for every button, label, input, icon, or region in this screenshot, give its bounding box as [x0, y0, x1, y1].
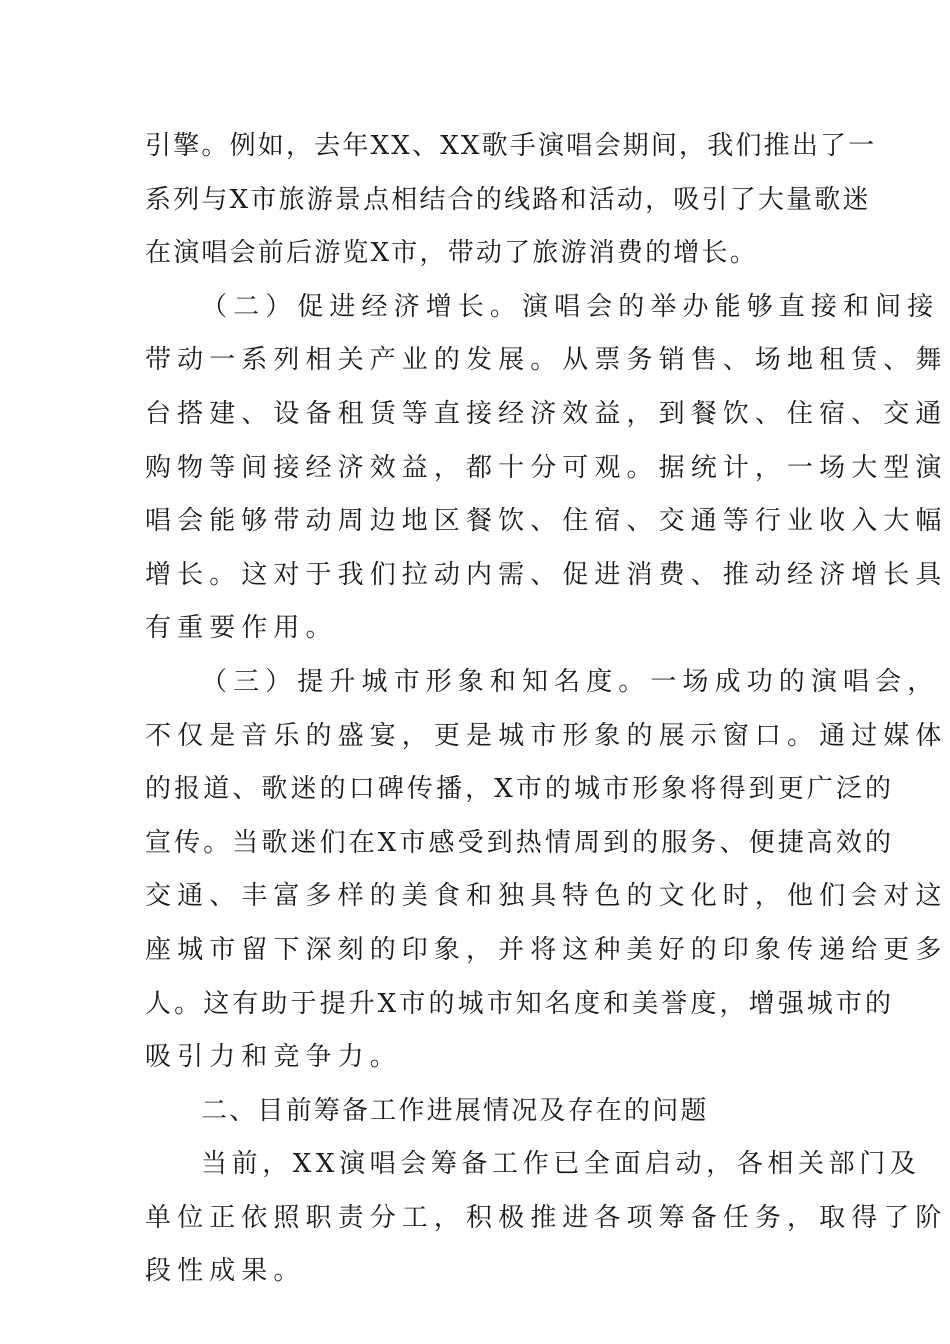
text-line: 人。这有助于提升X市的城市知名度和美誉度，增强城市的 [145, 988, 895, 1019]
heading-line: 二、目前筹备工作进展情况及存在的问题 [201, 1095, 709, 1126]
text-line: 在演唱会前后游览X市，带动了旅游消费的增长。 [145, 238, 758, 269]
text-line: 单位正依照职责分工，积极推进各项筹备任务，取得了阶 [145, 1202, 948, 1233]
text-line: 段性成果。 [145, 1256, 306, 1287]
text-line: 当前，XX演唱会筹备工作已全面启动，各相关部门及 [201, 1149, 921, 1180]
text-line: 交通、丰富多样的美食和独具特色的文化时，他们会对这 [145, 881, 948, 912]
text-line: 不仅是音乐的盛宴，更是城市形象的展示窗口。通过媒体 [145, 720, 948, 751]
text-line: （三）提升城市形象和知名度。一场成功的演唱会， [201, 666, 940, 697]
text-line: 宣传。当歌迷们在X市感受到热情周到的服务、便捷高效的 [145, 827, 895, 858]
text-line: 台搭建、设备租赁等直接经济效益，到餐饮、住宿、交通 [145, 398, 948, 429]
paragraph-economic-growth [145, 281, 948, 656]
text-line: 的报道、歌迷的口碑传播，X市的城市形象将得到更广泛的 [145, 774, 895, 805]
text-line: 带动一系列相关产业的发展。从票务销售、场地租赁、舞 [145, 345, 948, 376]
document-body [145, 120, 948, 1299]
text-line: 有重要作用。 [145, 613, 338, 644]
text-line: 引擎。例如，去年XX、XX歌手演唱会期间，我们推出了一 [145, 131, 877, 161]
section-heading [145, 1085, 805, 1139]
text-line: 购物等间接经济效益，都十分可观。据统计，一场大型演 [145, 452, 948, 483]
text-line: 座城市留下深刻的印象，并将这种美好的印象传递给更多 [145, 934, 948, 965]
text-line: 增长。这对于我们拉动内需、促进消费、推动经济增长具 [145, 559, 948, 590]
text-line: （二）促进经济增长。演唱会的举办能够直接和间接 [201, 291, 940, 322]
paragraph-preparation-progress [145, 1138, 948, 1299]
text-line: 唱会能够带动周边地区餐饮、住宿、交通等行业收入大幅 [145, 506, 948, 537]
text-line: 吸引力和竞争力。 [145, 1042, 402, 1073]
paragraph-tourism-continuation [145, 120, 877, 281]
text-line: 系列与X市旅游景点相结合的线路和活动，吸引了大量歌迷 [145, 184, 871, 215]
paragraph-city-image [145, 656, 948, 1085]
